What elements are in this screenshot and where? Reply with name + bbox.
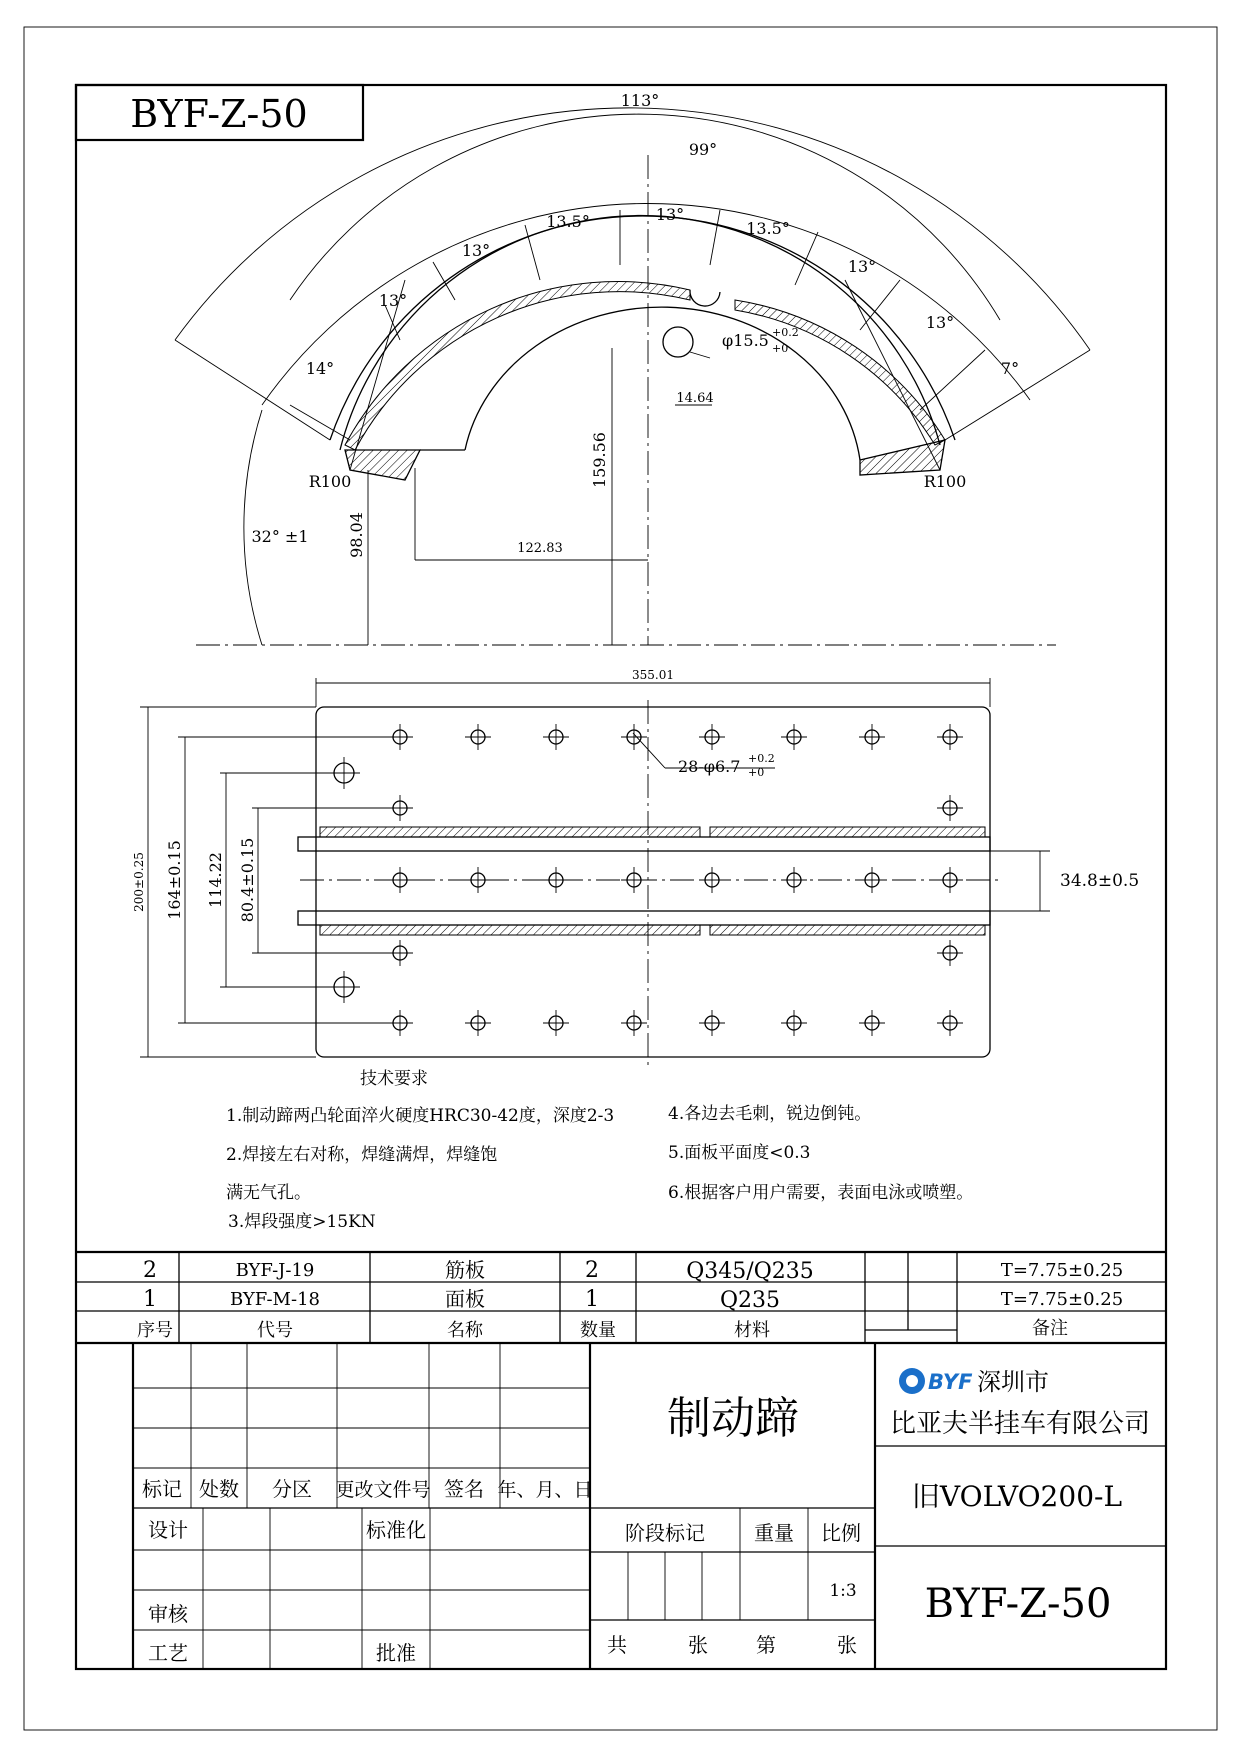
tech-requirements <box>226 1069 973 1232</box>
plan-view <box>132 668 1139 1065</box>
sheets-unit-2: 张 <box>837 1633 857 1657</box>
label-standard: 标准化 <box>366 1518 426 1542</box>
title-block <box>133 1343 1166 1669</box>
rev-mark: 标记 <box>142 1477 182 1501</box>
plate-width: 355.01 <box>632 668 674 682</box>
tech-item-5: 5.面板平面度<0.3 <box>668 1143 811 1163</box>
dim-34-8: 34.8±0.5 <box>1060 871 1140 891</box>
angle-99: 99° <box>688 140 718 159</box>
part2-qty: 2 <box>585 1258 599 1283</box>
hole-dimension: φ15.5 <box>722 331 769 350</box>
part1-no: 1 <box>143 1287 157 1312</box>
dim-164: 164±0.15 <box>165 840 184 920</box>
rev-zone: 分区 <box>272 1477 312 1501</box>
part1-qty: 1 <box>585 1287 599 1312</box>
dim-159-56: 159.56 <box>590 432 609 488</box>
company-logo <box>899 1368 973 1394</box>
sheets-no: 第 <box>756 1633 776 1657</box>
angle-7: 7° <box>1000 359 1020 378</box>
holes-tol-lower: +0 <box>748 766 765 779</box>
holes-callout: 28-φ6.7 <box>678 757 741 776</box>
angle-13-5-right: 13.5° <box>746 219 790 238</box>
sheets-unit-1: 张 <box>688 1633 708 1657</box>
label-approve: 批准 <box>376 1641 416 1665</box>
part2-name: 筋板 <box>445 1258 485 1282</box>
radius-left: R100 <box>308 472 352 491</box>
angle-bottom: 32° ±1 <box>251 527 309 546</box>
part-name: 制动蹄 <box>667 1393 799 1444</box>
header-code: 代号 <box>257 1320 293 1341</box>
header-material: 材料 <box>734 1320 770 1341</box>
label-scale: 比例 <box>821 1521 861 1545</box>
sheets-total: 共 <box>607 1633 627 1657</box>
angle-13-top: 13° <box>655 205 685 224</box>
tech-heading: 技术要求 <box>360 1069 428 1089</box>
hole-tol-upper: +0.2 <box>772 326 799 339</box>
angle-14: 14° <box>305 359 335 378</box>
label-weight: 重量 <box>754 1521 794 1545</box>
label-process: 工艺 <box>148 1641 188 1665</box>
dim-98-04: 98.04 <box>347 512 366 558</box>
tech-item-6: 6.根据客户用户需要，表面电泳或喷塑。 <box>668 1183 974 1203</box>
tech-item-3: 3.焊段强度>15KN <box>228 1212 376 1232</box>
rev-doc: 更改文件号 <box>335 1479 431 1501</box>
label-design: 设计 <box>148 1518 188 1542</box>
top-view <box>175 91 1090 645</box>
part2-code: BYF-J-19 <box>235 1260 315 1281</box>
header-name: 名称 <box>447 1320 483 1341</box>
dim-200: 200±0.25 <box>132 852 146 912</box>
holes-tol-upper: +0.2 <box>748 752 775 765</box>
label-review: 审核 <box>148 1602 188 1626</box>
dim-114: 114.22 <box>206 852 225 908</box>
logo-text: BYF <box>928 1370 973 1394</box>
company-name: 比亚夫半挂车有限公司 <box>889 1409 1151 1439</box>
rev-date: 年、月、日 <box>497 1479 593 1501</box>
tech-item-1: 1.制动蹄两凸轮面淬火硬度HRC30-42度，深度2-3 <box>226 1106 615 1126</box>
header-remark: 备注 <box>1032 1318 1068 1339</box>
angle-13-d: 13° <box>925 313 955 332</box>
angle-13-c: 13° <box>847 257 877 276</box>
company-city: 深圳市 <box>977 1368 1049 1396</box>
header-no: 序号 <box>137 1320 173 1341</box>
scale-value: 1:3 <box>829 1581 857 1601</box>
angle-13-5-left: 13.5° <box>546 212 590 231</box>
angle-13-a: 13° <box>461 241 491 260</box>
code-box-text: BYF-Z-50 <box>130 92 308 136</box>
part2-remark: T=7.75±0.25 <box>1000 1260 1124 1281</box>
tech-item-2: 2.焊接左右对称，焊缝满焊，焊缝饱 <box>226 1145 498 1165</box>
tech-item-4: 4.各边去毛刺，锐边倒钝。 <box>668 1104 872 1124</box>
part2-material: Q345/Q235 <box>686 1259 814 1284</box>
tech-item-2b: 满无气孔。 <box>226 1183 311 1203</box>
label-stage: 阶段标记 <box>625 1521 705 1545</box>
old-number: 旧VOLVO200-L <box>911 1480 1123 1513</box>
part1-code: BYF-M-18 <box>230 1289 320 1310</box>
rev-count: 处数 <box>199 1477 239 1501</box>
offset-dimension: 14.64 <box>676 391 714 406</box>
rev-sign: 签名 <box>444 1477 484 1501</box>
header-qty: 数量 <box>580 1320 616 1341</box>
angle-113: 113° <box>620 91 660 110</box>
angle-13-b: 13° <box>378 291 408 310</box>
dim-122-83: 122.83 <box>517 541 563 556</box>
dim-80: 80.4±0.15 <box>238 837 257 923</box>
part1-material: Q235 <box>719 1288 781 1313</box>
radius-right: R100 <box>923 472 967 491</box>
parts-list <box>76 1252 1166 1343</box>
drawing-number: BYF-Z-50 <box>924 1581 1112 1627</box>
hole-tol-lower: +0 <box>772 342 789 355</box>
part1-remark: T=7.75±0.25 <box>1000 1289 1124 1310</box>
part2-no: 2 <box>143 1258 157 1283</box>
part1-name: 面板 <box>445 1287 485 1311</box>
